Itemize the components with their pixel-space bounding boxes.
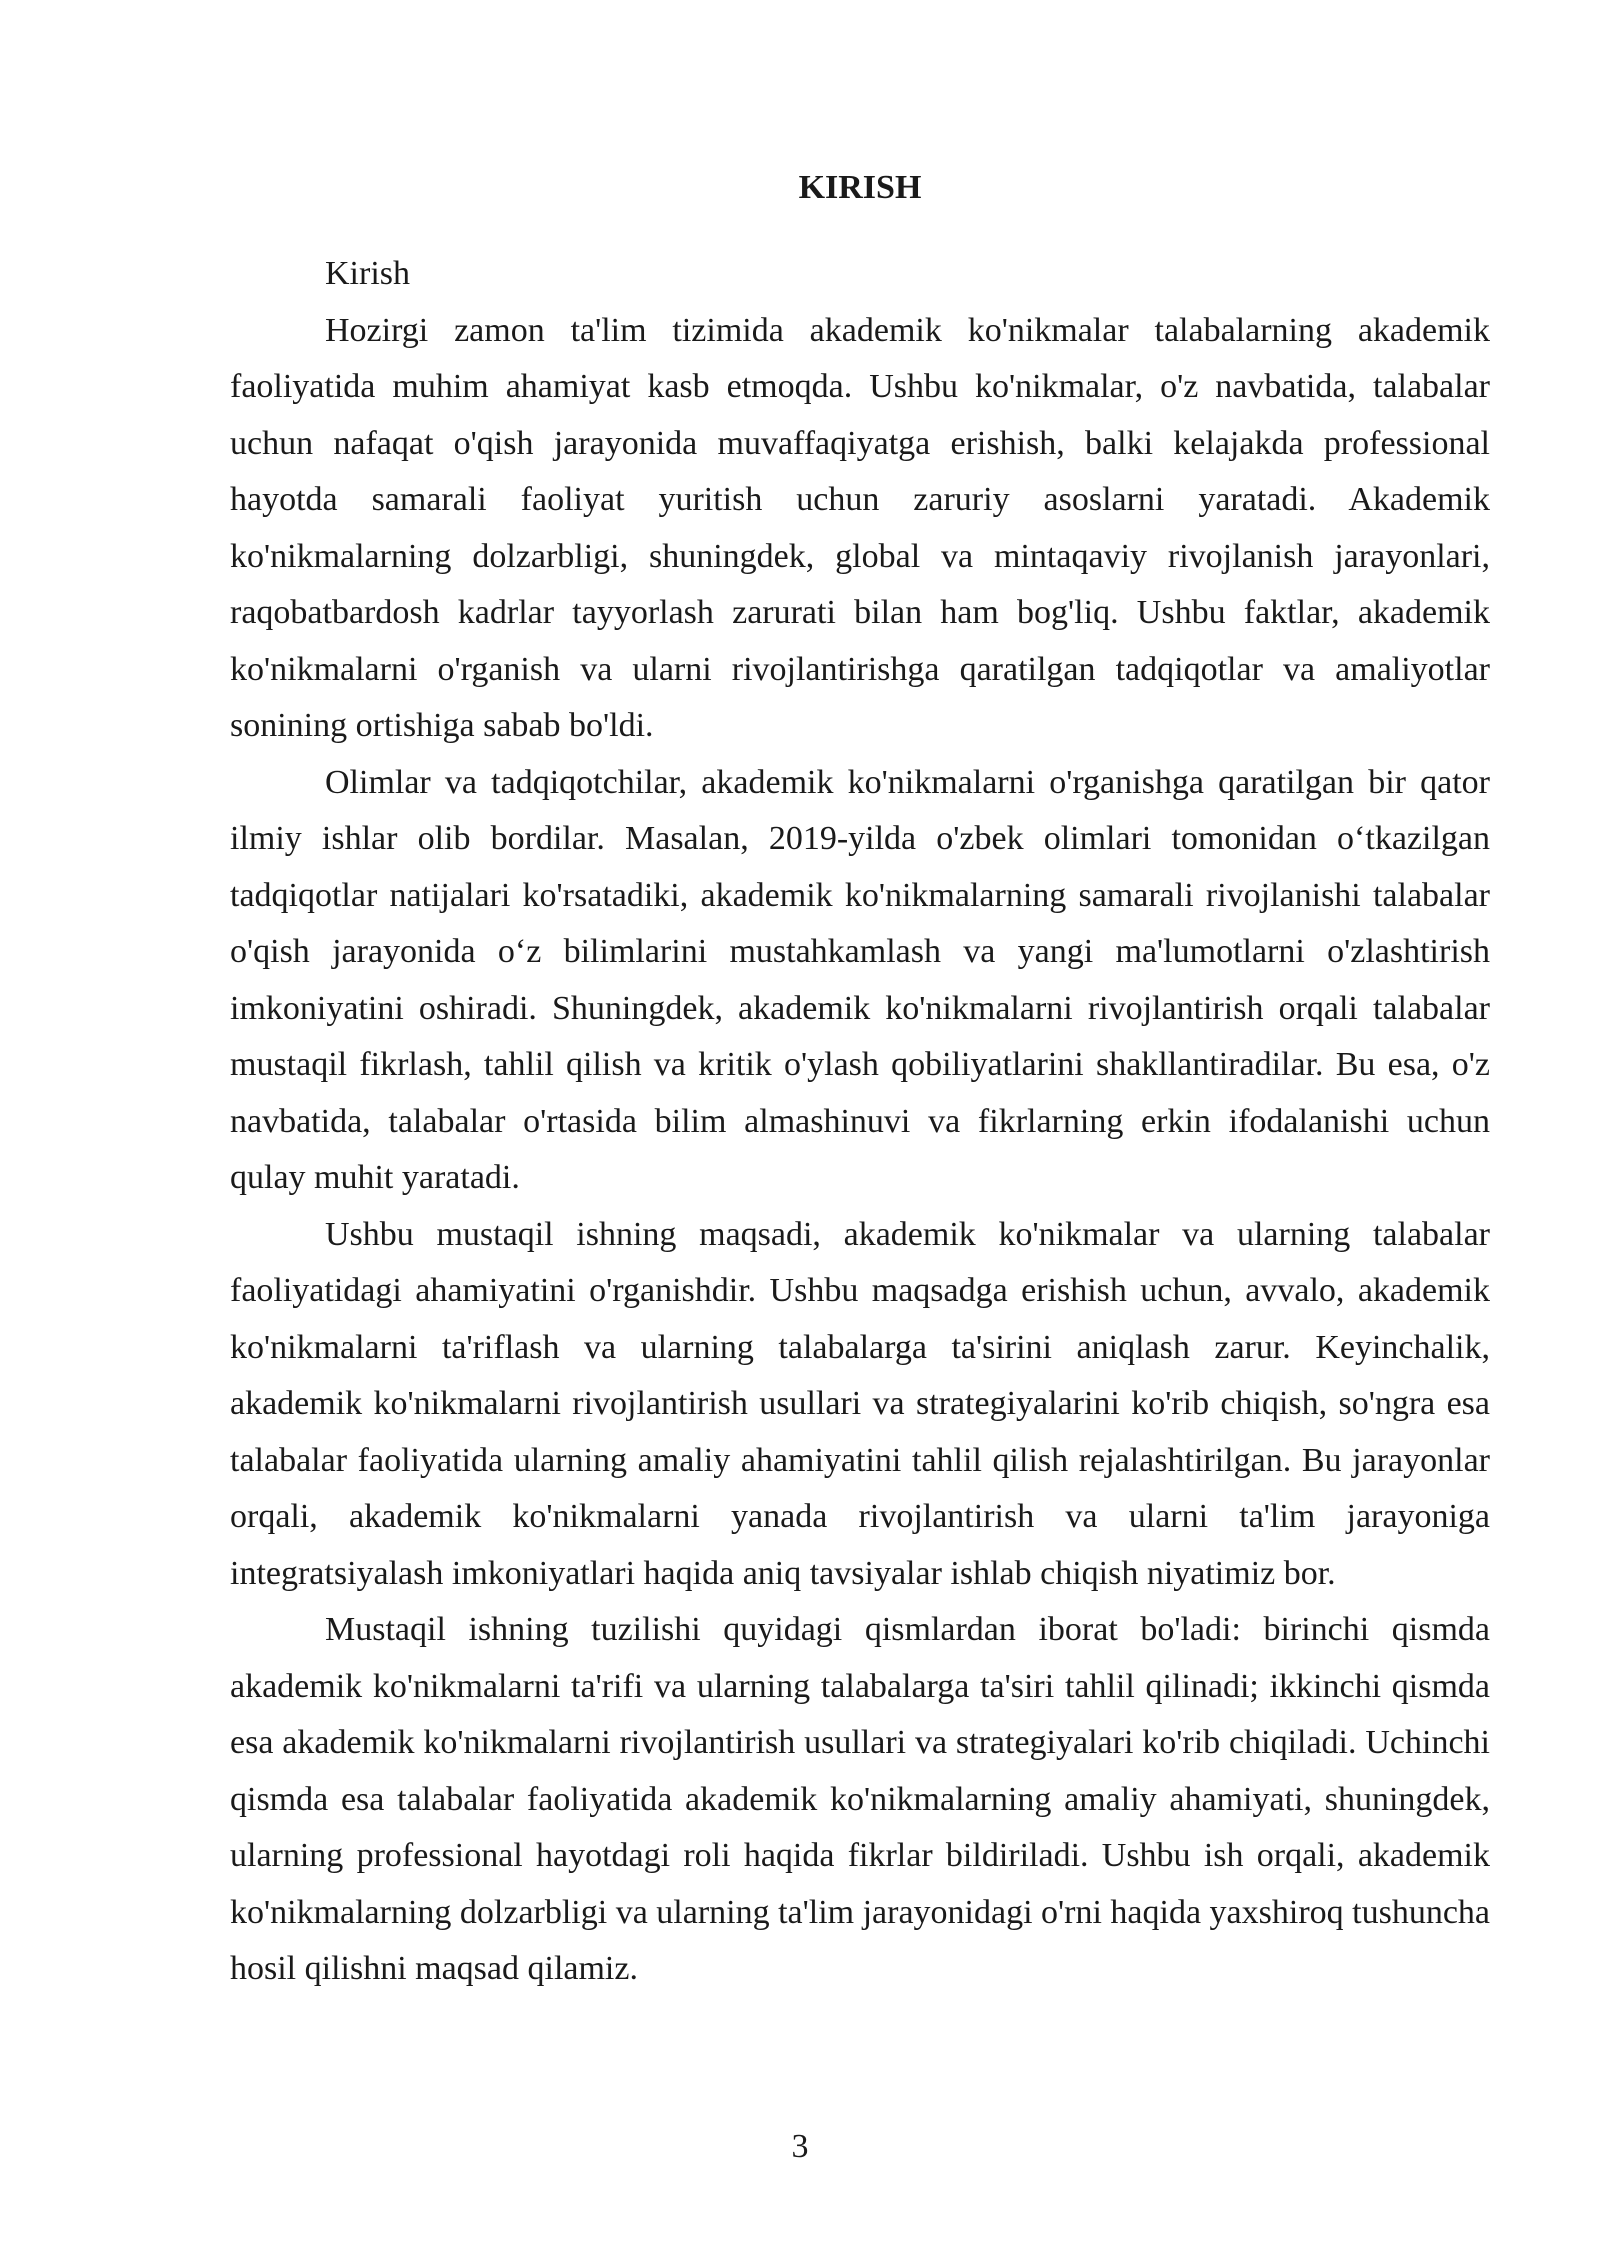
page-number: 3 (791, 2128, 809, 2165)
section-subheading: Kirish (325, 255, 410, 292)
paragraph-1: Hozirgi zamon ta'lim tizimida akademik ko'nikmalar talabalarning akademik faoliyatida muhim ahamiyat kasb etmoqda. Ushbu ko'nikmalar, o'z navbatida, talabalar uchun nafaqat o'qish jarayonida muvaffaqiyatga erishish, balki kelajakda professional hayotda samarali faoliyat yuritish uchun zaruriy asoslarni yaratadi. Akademik ko'nikmalarning dolzarbligi, shuningdek, global va mintaqaviy rivojlanish jarayonlari, raqobatbardosh kadrlar tayyorlash zarurati bilan ham bog'liq. Ushbu faktlar, akademik ko'nikmalarni o'rganish va ularni rivojlantirishga qaratilgan tadqiqotlar va amaliyotlar sonining ortishiga sabab bo'ldi. (230, 311, 1490, 744)
paragraph-3: Ushbu mustaqil ishning maqsadi, akademik ko'nikmalar va ularning talabalar faoliyatidagi ahamiyatini o'rganishdir. Ushbu maqsadga erishish uchun, avvalo, akademik ko'nikmalarni ta'riflash va ularning talabalarga ta'sirini aniqlash zarur. Keyinchalik, akademik ko'nikmalarni rivojlantirish usullari va strategiyalarini ko'rib chiqish, so'ngra esa talabalar faoliyatida ularning amaliy ahamiyatini tahlil qilish rejalashtirilgan. Bu jarayonlar orqali, akademik ko'nikmalarni yanada rivojlantirish va ularni ta'lim jarayoniga integratsiyalash imkoniyatlari haqida aniq tavsiyalar ishlab chiqish niyatimiz bor. (230, 1215, 1490, 1592)
paragraph-2: Olimlar va tadqiqotchilar, akademik ko'nikmalarni o'rganishga qaratilgan bir qator ilmiy ishlar olib bordilar. Masalan, 2019-yilda o'zbek olimlari tomonidan o‘tkazilgan tadqiqotlar natijalari ko'rsatadiki, akademik ko'nikmalarning samarali rivojlanishi talabalar o'qish jarayonida o‘z bilimlarini mustahkamlash va yangi ma'lumotlarni o'zlashtirish imkoniyatini oshiradi. Shuningdek, akademik ko'nikmalarni rivojlantirish orqali talabalar mustaqil fikrlash, tahlil qilish va kritik o'ylash qobiliyatlarini shakllantiradilar. Bu esa, o'z navbatida, talabalar o'rtasida bilim almashinuvi va fikrlarning erkin ifodalanishi uchun qulay muhit yaratadi. (230, 763, 1490, 1196)
paragraph-4: Mustaqil ishning tuzilishi quyidagi qismlardan iborat bo'ladi: birinchi qismda akademik ko'nikmalarni ta'rifi va ularning talabalarga ta'siri tahlil qilinadi; ikkinchi qismda esa akademik ko'nikmalarni rivojlantirish usullari va strategiyalari ko'rib chiqiladi. Uchinchi qismda esa talabalar faoliyatida akademik ko'nikmalarning amaliy ahamiyati, shuningdek, ularning professional hayotdagi roli haqida fikrlar bildiriladi. Ushbu ish orqali, akademik ko'nikmalarning dolzarbligi va ularning ta'lim jarayonidagi o'rni haqida yaxshiroq tushuncha hosil qilishni maqsad qilamiz. (230, 1611, 1491, 1987)
document-body (230, 160, 1490, 1998)
page-title: KIRISH (798, 169, 922, 206)
